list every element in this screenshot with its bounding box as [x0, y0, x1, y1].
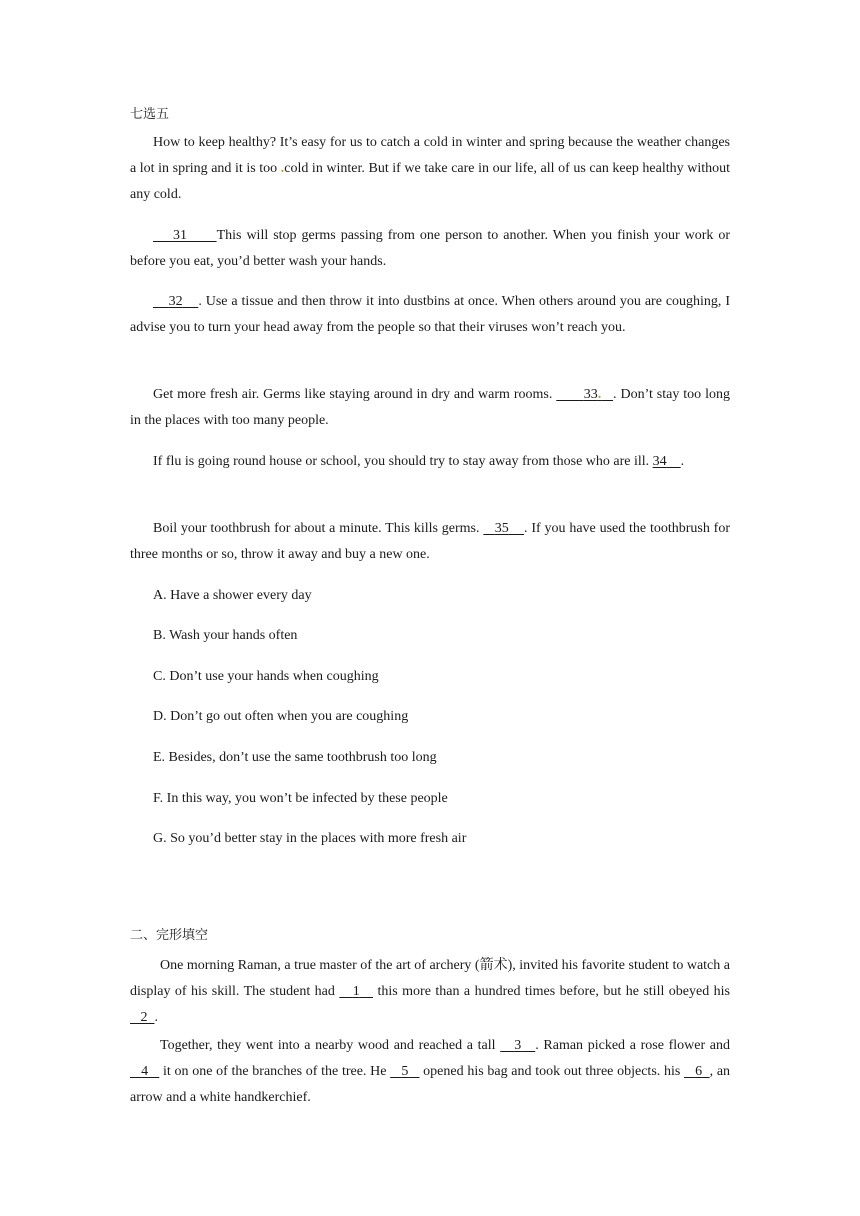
cloze-paragraph-2: Together, they went into a nearby wood and reached a tall 3 . Raman picked a rose flower and 4 it on one of the branches of the tree. He 5 opened his bag and took out three objects. his 6 , an arrow and a white handkerchief. [130, 1038, 731, 1105]
option-d: D. Don’t go out often when you are coughing [153, 709, 409, 724]
blank-35: 35 [494, 521, 509, 536]
blank-4: 4 [141, 1064, 149, 1079]
blank-3: 3 [514, 1038, 522, 1053]
blank-31: 31 [172, 228, 187, 243]
section-heading-seven-choose-five: 七选五 [130, 107, 170, 122]
blank-6: 6 [695, 1064, 703, 1079]
marker-dot: . [280, 161, 285, 176]
paragraph-35: Boil your toothbrush for about a minute. This kills germs. 35 . If you have used the toothbrush for three months or so, throw it away and buy a new one. [130, 521, 730, 562]
option-a: A. Have a shower every day [153, 588, 312, 603]
cloze-paragraph-1: One morning Raman, a true master of the art of archery (箭术), invited his favorite student to watch a display of his skill. The student had 1 this more than a hundred times before, but he still obeyed his 2 . [130, 958, 731, 1025]
option-c: C. Don’t use your hands when coughing [153, 669, 379, 684]
blank-34: 34 [652, 454, 667, 469]
intro-paragraph: How to keep healthy? It’s easy for us to catch a cold in winter and spring because the weather changes a lot in spring and it is too .cold in winter. But if we take care in our life, all of us can keep healthy without any cold. [130, 135, 730, 202]
blank-1: 1 [352, 984, 360, 999]
paragraph-33: Get more fresh air. Germs like staying around in dry and warm rooms. 33. . Don’t stay too long in the places with too many people. [130, 387, 730, 428]
option-f: F. In this way, you won’t be infected by these people [153, 791, 448, 806]
option-b: B. Wash your hands often [153, 628, 298, 643]
paragraph-31: 31 This will stop germs passing from one person to another. When you finish your work or before you eat, you’d better wash your hands. [130, 228, 731, 269]
option-g: G. So you’d better stay in the places with more fresh air [153, 831, 467, 846]
paragraph-34: If flu is going round house or school, you should try to stay away from those who are ill. 34 . [153, 454, 685, 469]
blank-33: 33. [583, 387, 602, 402]
blank-32: 32 [168, 294, 183, 309]
paragraph-32: 32 . Use a tissue and then throw it into dustbins at once. When others around you are coughing, I advise you to turn your head away from the people so that their viruses won’t reach you. [130, 294, 730, 335]
option-e: E. Besides, don’t use the same toothbrush too long [153, 750, 437, 765]
section-heading-cloze: 二、完形填空 [130, 928, 209, 943]
blank-2: 2 [140, 1010, 148, 1025]
blank-5: 5 [401, 1064, 409, 1079]
